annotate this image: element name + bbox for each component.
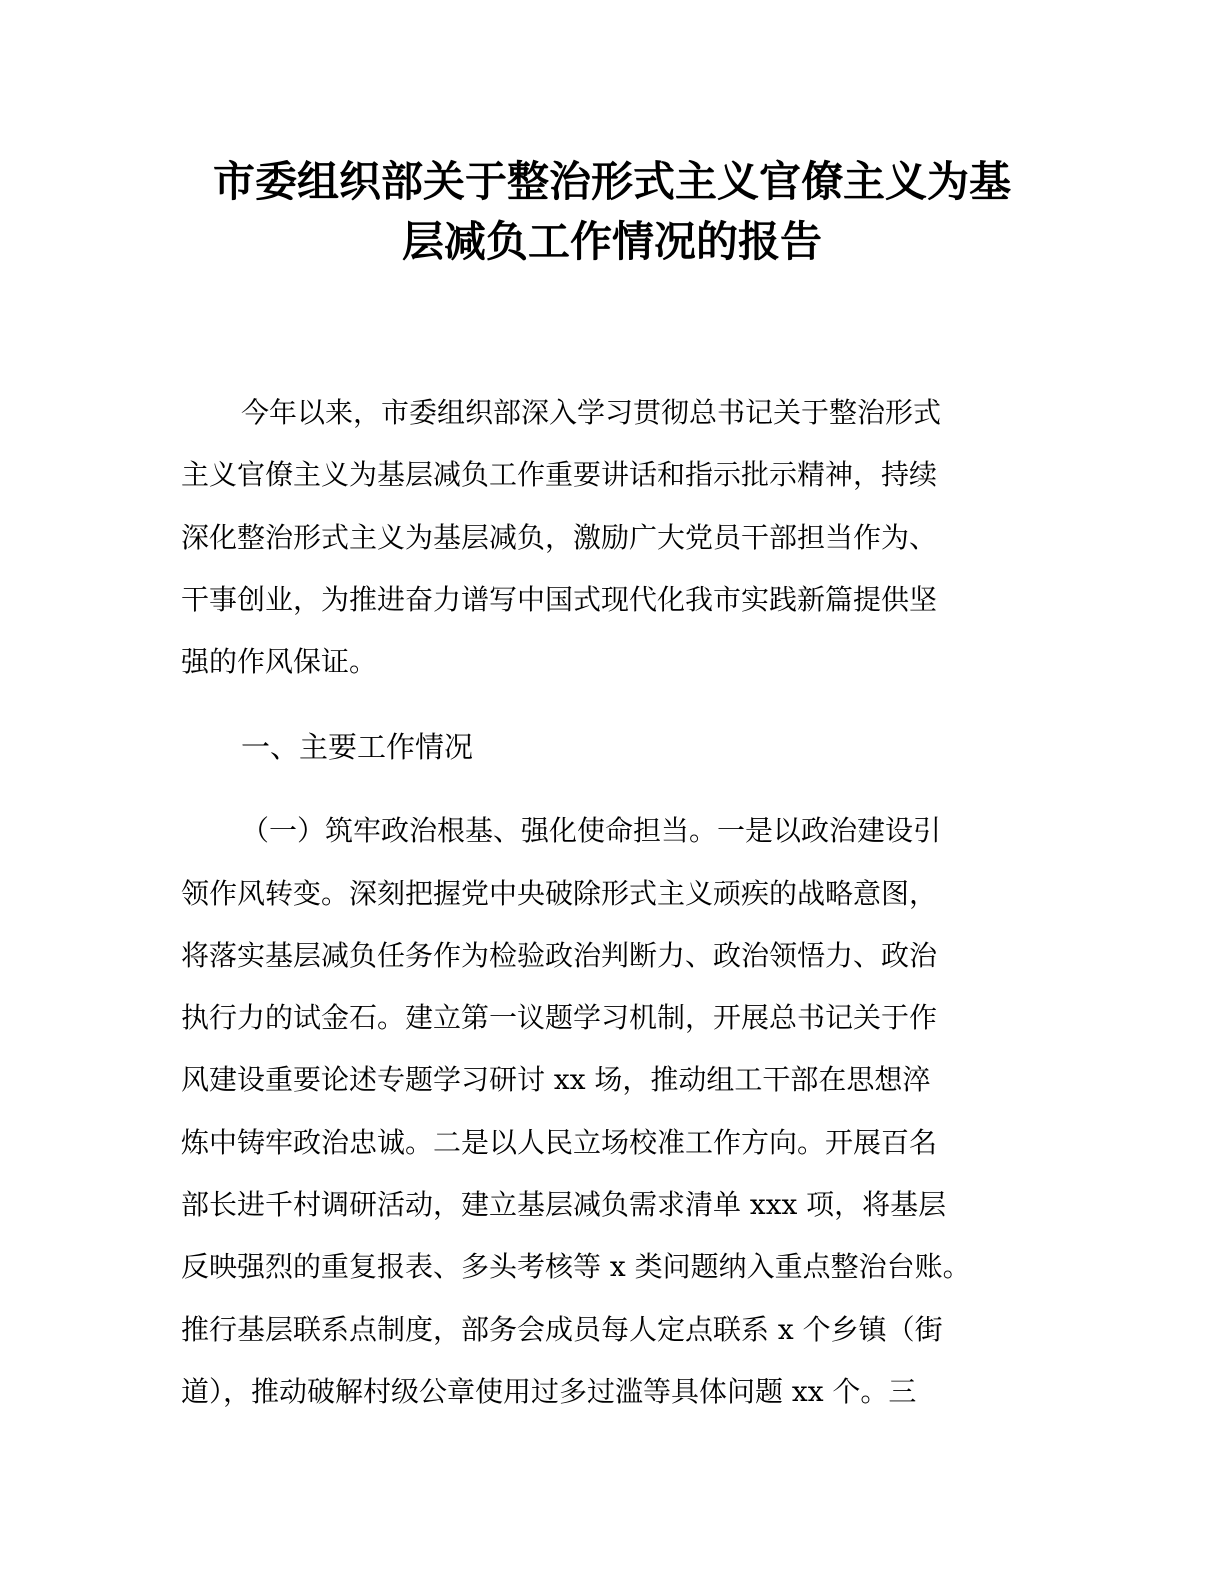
intro-paragraph-line-3: 深化整治形式主义为基层减负，激励广大党员干部担当作为、 xyxy=(181,521,938,554)
section-paragraph-line-7: 部长进千村调研活动，建立基层减负需求清单 xxx 项，将基层 xyxy=(181,1188,947,1221)
section-paragraph-line-8: 反映强烈的重复报表、多头考核等 x 类问题纳入重点整治台账。 xyxy=(181,1250,971,1283)
section-paragraph-line-6: 炼中铸牢政治忠诚。二是以人民立场校准工作方向。开展百名 xyxy=(181,1126,938,1159)
document-title-line-1: 市委组织部关于整治形式主义官僚主义为基 xyxy=(212,157,1011,206)
section-heading: 一、主要工作情况 xyxy=(241,730,474,764)
section-paragraph-line-9: 推行基层联系点制度，部务会成员每人定点联系 x 个乡镇（街 xyxy=(181,1313,943,1346)
section-paragraph-line-1: （一）筑牢政治根基、强化使命担当。一是以政治建设引 xyxy=(241,814,942,847)
intro-paragraph-line-1: 今年以来，市委组织部深入学习贯彻总书记关于整治形式 xyxy=(241,396,942,429)
intro-paragraph-line-2: 主义官僚主义为基层减负工作重要讲话和指示批示精神，持续 xyxy=(181,458,938,491)
section-paragraph-line-5: 风建设重要论述专题学习研讨 xx 场，推动组工干部在思想淬 xyxy=(181,1063,931,1096)
intro-paragraph-line-5: 强的作风保证。 xyxy=(181,645,378,678)
section-paragraph-line-10: 道），推动破解村级公章使用过多过滥等具体问题 xx 个。三 xyxy=(181,1375,917,1408)
section-paragraph-line-3: 将落实基层减负任务作为检验政治判断力、政治领悟力、政治 xyxy=(181,939,938,972)
section-paragraph-line-4: 执行力的试金石。建立第一议题学习机制，开展总书记关于作 xyxy=(181,1001,938,1034)
document-title-line-2: 层减负工作情况的报告 xyxy=(401,217,822,266)
section-paragraph-line-2: 领作风转变。深刻把握党中央破除形式主义顽疾的战略意图， xyxy=(181,877,938,910)
intro-paragraph-line-4: 干事创业，为推进奋力谱写中国式现代化我市实践新篇提供坚 xyxy=(181,583,938,616)
